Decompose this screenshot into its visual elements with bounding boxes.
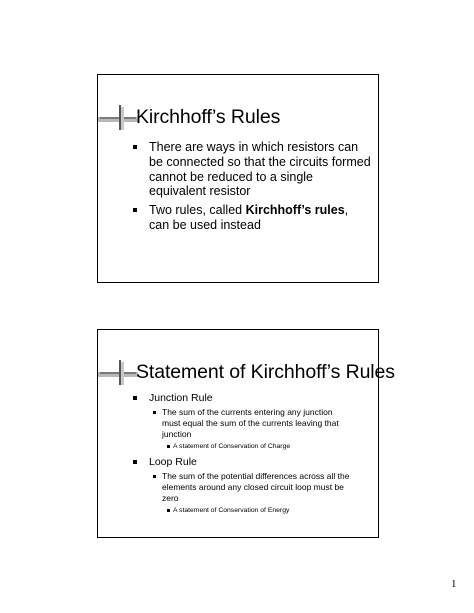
bullet-text-line: There are ways in which resistors can <box>149 140 359 154</box>
bullet-icon <box>153 475 156 478</box>
bullet-text-line: Two rules, called Kirchhoff’s rules, <box>149 203 349 217</box>
slide-title: Statement of Kirchhoff’s Rules <box>136 361 395 383</box>
sub-bullet-line: The sum of the potential differences across all the <box>162 471 350 481</box>
bullet-icon <box>167 445 170 448</box>
slide-decoration <box>98 330 138 400</box>
bullet-text-line: be connected so that the circuits formed <box>149 154 371 169</box>
bullet-icon <box>133 460 137 464</box>
bold-term: Kirchhoff’s rules <box>245 203 345 217</box>
bullet-icon <box>133 145 137 149</box>
note-text: A statement of Conservation of Charge <box>173 443 291 450</box>
sub-bullet-line: must equal the sum of the currents leaving that <box>162 417 339 428</box>
bullet-text-line: can be used instead <box>149 217 261 232</box>
bullet-icon <box>153 411 156 414</box>
note-text: A statement of Conservation of Energy <box>173 507 290 514</box>
bullet-icon <box>167 509 170 512</box>
slide-2 <box>97 329 395 538</box>
sub-bullet-line: elements around any closed circuit loop must be <box>162 481 344 492</box>
sub-bullet-line: zero <box>162 492 179 503</box>
bullet-text-line: cannot be reduced to a single <box>149 169 314 184</box>
bullet-text-line: equivalent resistor <box>149 184 251 199</box>
page-number: 1 <box>451 578 457 590</box>
sub-bullet-line: The sum of the currents entering any junction <box>162 407 333 417</box>
slide-decoration <box>98 75 138 145</box>
sub-bullet-line: junction <box>162 428 192 439</box>
slide-1 <box>97 74 379 283</box>
slide-title: Kirchhoff’s Rules <box>136 106 281 128</box>
bullet-icon <box>133 396 137 400</box>
bullet-heading: Junction Rule <box>149 392 213 404</box>
bullet-icon <box>133 208 137 212</box>
bullet-heading: Loop Rule <box>149 456 197 468</box>
